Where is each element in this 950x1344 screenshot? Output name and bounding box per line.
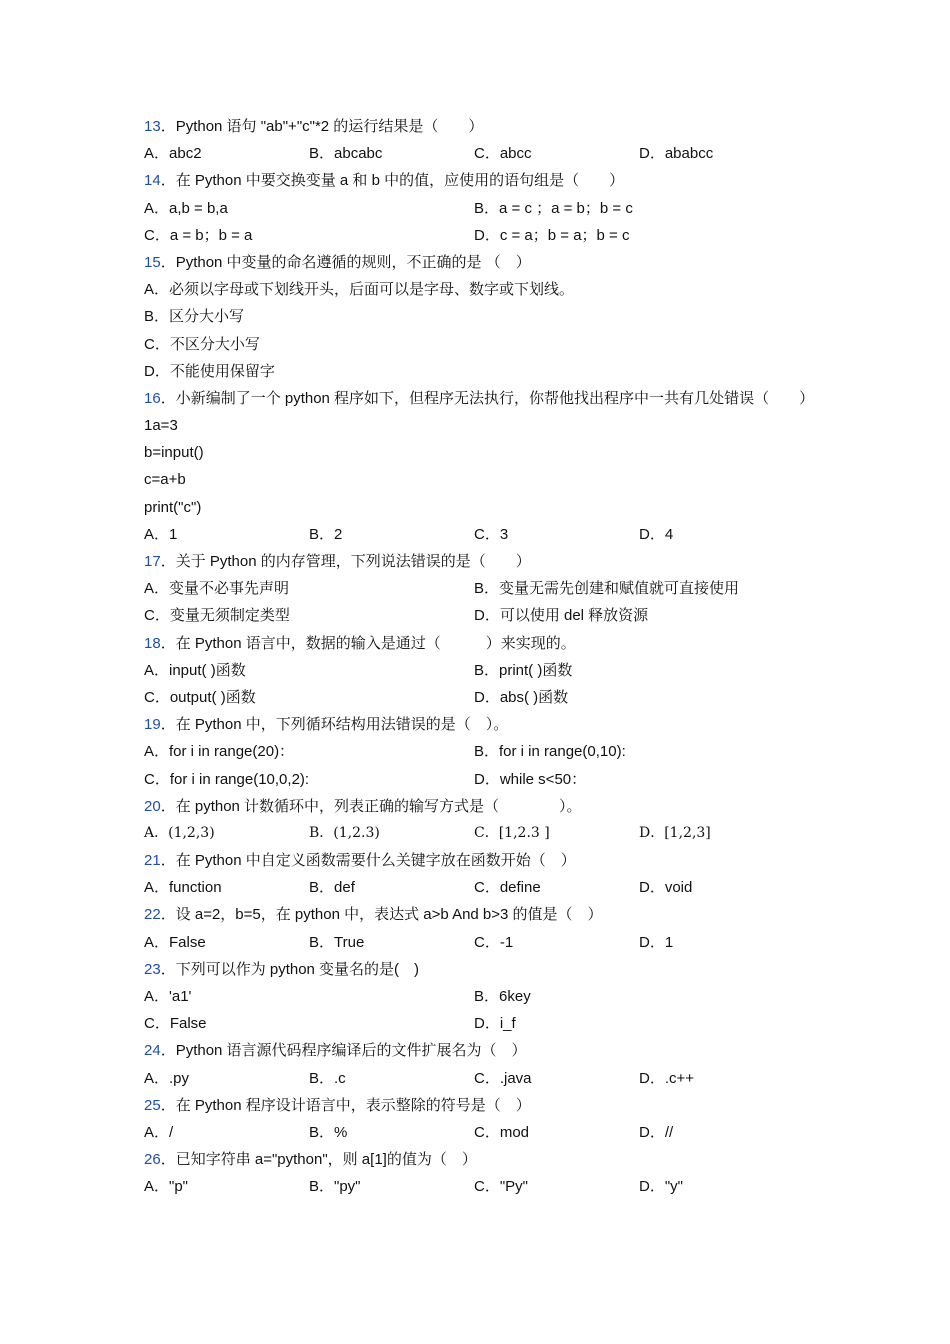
question-number: 21 [144,852,161,870]
option: C．不区分大小写 [144,335,260,353]
option: B．6key [474,988,531,1006]
option: C．-1 [474,933,514,951]
option: C．output( )函数 [144,688,256,706]
options-row [144,575,824,602]
option: D．1 [639,933,674,951]
question-text: ．小新编制了一个 python 程序如下，但程序无法执行，你帮他找出程序中一共有几处错误（ ） [160,389,815,407]
option: A．(1,2,3) [144,824,215,841]
question-text: ．设 a=2，b=5，在 python 中，表达式 a>b And b>3 的值是（ ） [160,906,603,924]
option: A．"p" [144,1178,188,1196]
question-stem [144,711,824,738]
question-number: 24 [144,1042,161,1060]
question-stem [144,847,824,874]
option: B．abcabc [309,145,383,163]
option: B．% [309,1123,348,1141]
option: B．def [309,879,355,897]
options-row [144,1173,824,1200]
option: A．.py [144,1069,190,1087]
question-number: 23 [144,960,161,978]
question-number: 25 [144,1096,161,1114]
question-number: 19 [144,716,161,734]
question-text: ．在 Python 语言中，数据的输入是通过（ ）来实现的。 [160,634,576,652]
options-row [144,1010,824,1037]
question-stem [144,1146,824,1173]
options-row [144,874,824,901]
option: D．c = a；b = a；b = c [474,226,630,244]
code-line: print("c") [144,498,202,516]
options-row [144,657,824,684]
options-row [144,929,824,956]
question-text: ．已知字符串 a="python"，则 a[1]的值为（ ） [160,1151,477,1169]
question-stem [144,793,824,820]
code-line: b=input() [144,444,204,462]
option: D．[1,2,3] [639,824,711,841]
question-stem [144,1092,824,1119]
option: B．2 [309,525,343,543]
option: D．不能使用保留字 [144,362,275,380]
option: D．i_f [474,1015,516,1033]
option: C．变量无须制定类型 [144,607,290,625]
option: B．(1,2.3) [309,824,380,841]
option: A．变量不必事先声明 [144,580,290,598]
option: A．function [144,879,222,897]
question-text: ．Python 语言源代码程序编译后的文件扩展名为（ ） [160,1042,527,1060]
option: D．可以使用 del 释放资源 [474,607,649,625]
option: B．区分大小写 [144,308,245,326]
option: C．3 [474,525,509,543]
option: D．void [639,879,693,897]
option: D．"y" [639,1178,683,1196]
question-stem [144,630,824,657]
option: C．.java [474,1069,532,1087]
question-text: ．在 Python 程序设计语言中，表示整除的符号是（ ） [160,1096,531,1114]
option: A．False [144,933,206,951]
option: A．'a1' [144,988,192,1006]
option: D．while s<50： [474,770,587,788]
option: B．print( )函数 [474,661,573,679]
options-row [144,1065,824,1092]
question-text: ．在 Python 中，下列循环结构用法错误的是（ ）。 [160,716,509,734]
option: C．"Py" [474,1178,528,1196]
option: B．.c [309,1069,346,1087]
option: B．True [309,933,365,951]
question-stem [144,113,824,140]
options-row [144,195,824,222]
option: A．for i in range(20)： [144,743,295,761]
question-text: ．Python 中变量的命名遵循的规则，不正确的是 （ ） [160,253,531,271]
option: B．for i in range(0,10): [474,743,626,761]
option: C．define [474,879,541,897]
options-row [144,738,824,765]
question-stem [144,956,824,983]
question-number: 13 [144,118,161,135]
option: D．.c++ [639,1069,695,1087]
question-text: ．下列可以作为 python 变量名的是( ) [160,960,420,978]
question-stem [144,548,824,575]
option: C．abcc [474,145,532,163]
option: C．False [144,1015,207,1033]
question-number: 18 [144,634,161,652]
options-row [144,140,824,167]
question-number: 15 [144,253,161,271]
option: B．变量无需先创建和赋值就可直接使用 [474,580,740,598]
question-text: ．在 Python 中自定义函数需要什么关键字放在函数开始（ ） [160,852,576,870]
option: C．for i in range(10,0,2): [144,770,310,788]
option: D．// [639,1123,674,1141]
options-row [144,521,824,548]
question-number: 16 [144,389,161,407]
question-number: 20 [144,797,161,815]
options-row [144,602,824,629]
question-number: 22 [144,906,161,924]
question-stem [144,167,824,194]
option: C．a = b；b = a [144,226,253,244]
question-text: ．Python 语句 "ab"+"c"*2 的运行结果是（ ） [160,118,484,135]
options-row [144,766,824,793]
question-list [144,113,824,1201]
options-row [144,222,824,249]
option: A．/ [144,1123,174,1141]
question-text: ．关于 Python 的内存管理，下列说法错误的是（ ） [160,553,531,571]
code-line: 1a=3 [144,417,178,435]
option: A．1 [144,525,178,543]
question-stem [144,249,824,276]
option: A．必须以字母或下划线开头，后面可以是字母、数字或下划线。 [144,281,575,299]
question-stem [144,385,824,412]
question-stem [144,901,824,928]
option: D．4 [639,525,674,543]
option: D．abs( )函数 [474,688,569,706]
options-row [144,1119,824,1146]
option: C．mod [474,1123,530,1141]
question-stem [144,1037,824,1064]
options-row [144,684,824,711]
question-number: 26 [144,1151,161,1169]
code-line: c=a+b [144,471,186,489]
question-number: 14 [144,172,161,190]
question-text: ．在 python 计数循环中，列表正确的输写方式是（ ）。 [160,797,582,815]
option: B．a = c ；a = b；b = c [474,199,633,217]
option: A．abc2 [144,145,202,163]
option: D．ababcc [639,145,714,163]
options-row [144,820,824,847]
option: A．input( )函数 [144,661,246,679]
options-row [144,983,824,1010]
option: B．"py" [309,1178,361,1196]
option: A．a,b = b,a [144,199,228,217]
option: C．[1,2.3 ] [474,824,550,841]
question-text: ．在 Python 中要交换变量 a 和 b 中的值，应使用的语句组是（ ） [160,172,625,190]
question-number: 17 [144,553,161,571]
